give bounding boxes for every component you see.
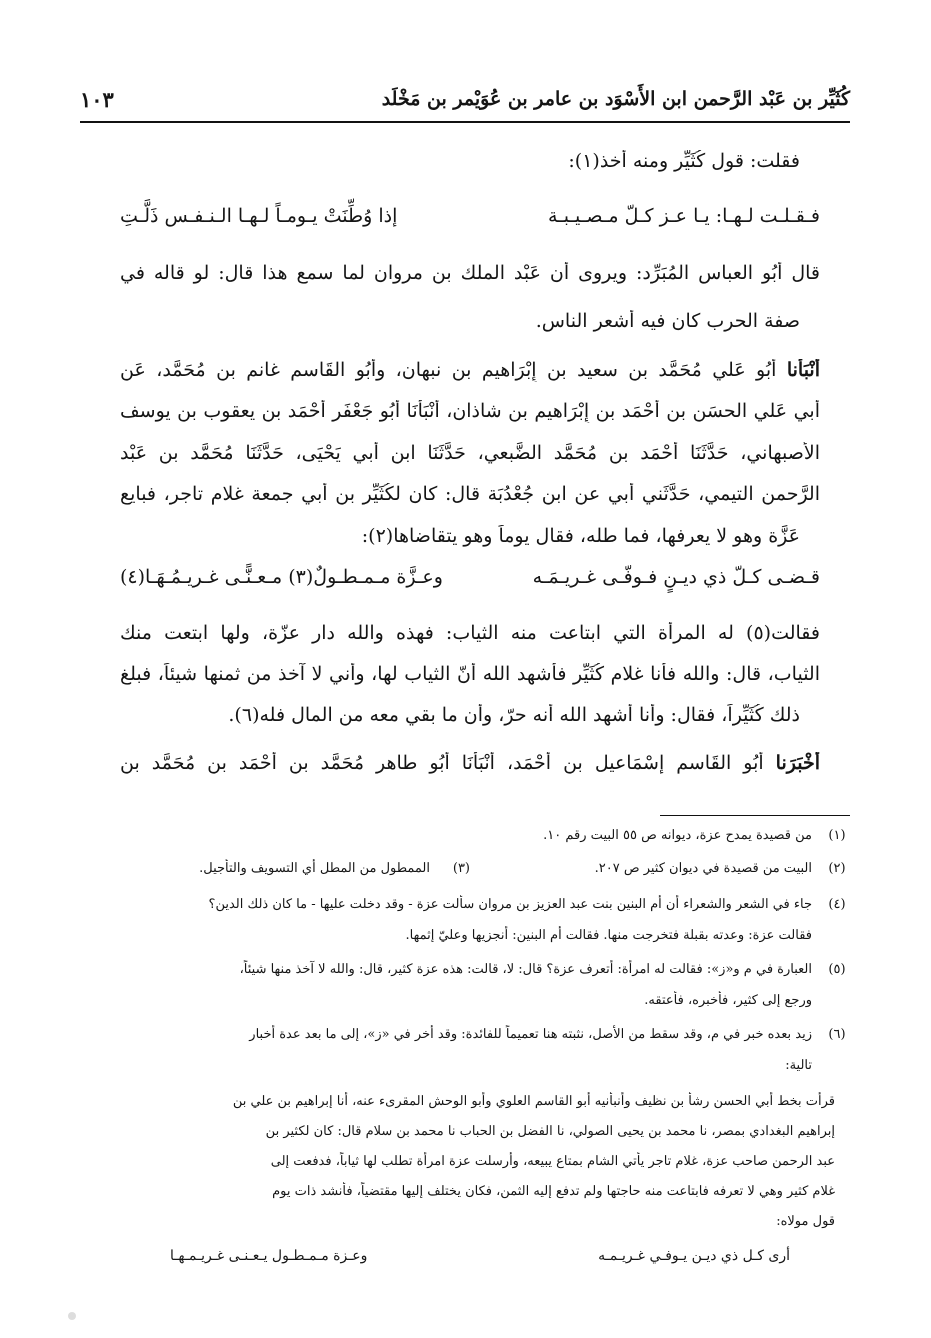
quote-text: عبد الرحمن صاحب عزة، غلام تاجر يأتي الشام بمتاع يبيعه، وأرسلت عزة امرأة تطلب لها ثياباً، فدفعت إلى	[270, 1154, 835, 1169]
running-title: كُثَيِّر بن عَبْد الرَّحمن ابن الأَسْوَد بن عامر بن عُوَيْمر بن مَخْلَد	[381, 88, 850, 110]
footnote-text: تالية:	[785, 1058, 812, 1073]
paragraph-3-line-1	[120, 359, 820, 382]
verse-2	[120, 566, 820, 588]
footnote-text: البيت من قصيدة في ديوان كثير ص ٢٠٧.	[594, 861, 812, 876]
page-number: ١٠٣	[80, 86, 114, 112]
verse-2-second-half: وعـزَّة مـمـطـولٌ(٣) مـعـنًّـى غـريـمُـهَـا(٤)	[120, 566, 443, 588]
footnote-text: العبارة في م و«ز»: فقالت له امرأة: أتعرف عزة؟ قال: لا، قالت: هذه عزة كثير، قال: والله لا آخذ منها شيئاً،	[239, 962, 812, 977]
footnote-quote-line-2	[90, 1122, 850, 1144]
footnote-quote-line-5	[90, 1212, 850, 1234]
footnote-verse-first-half: أرى كـل ذي ديـن يـوفـي غـريـمـه	[598, 1248, 790, 1264]
paragraph-5-text: أَبُو القَاسم إسْمَاعيل بن أَحْمَد، أَنْبَأنَا أَبُو طاهر مُحَمَّد بن أَحْمَد بن مُحَمَّد بن	[120, 752, 764, 774]
footnote-text: من قصيدة يمدح عزة، ديوانه ص ٥٥ البيت رقم ١٠.	[543, 828, 812, 843]
footnote-quote-line-4	[90, 1182, 850, 1204]
footnote-number: (٤)	[828, 897, 846, 912]
footnote-1	[90, 826, 850, 848]
footnote-number: (٦)	[828, 1027, 846, 1042]
footnote-text: فقالت عزة: وعدته بقبلة فتخرجت منها. فقالت أم البنين: أنجزيها وعليّ إثمها.	[405, 928, 812, 943]
footnote-verse	[170, 1248, 790, 1264]
paragraph-3-line-5: عَزَّة وهو لا يعرفها، فما طله، فقال يوماً وهو يتقاضاها(٢):	[361, 525, 800, 547]
footnote-4-continued	[90, 926, 850, 948]
paragraph-2-line-1: قال أَبُو العباس المُبَرِّد: ويروى أن عَبْد الملك بن مروان لما سمع هذا قال: لو قاله في	[120, 262, 820, 284]
page-header	[80, 78, 850, 120]
footnote-number: (١)	[828, 828, 846, 843]
footnote-text: ورجع إلى كثير، فأخبره، فأعتقه.	[644, 993, 812, 1008]
footnote-4	[90, 895, 850, 917]
verse-2-first-half: قـضـى كـلّ ذي ديـنٍ فـوفّـى غـريـمَـه	[532, 566, 820, 588]
footnote-number: (٥)	[828, 962, 846, 977]
quote-text: قول مولاه:	[776, 1214, 835, 1229]
verse-1-first-half: فـقـلـت لـهـا: يـا عـز كـلّ مـصـيـبـة	[547, 205, 820, 227]
paragraph-2-line-2: صفة الحرب كان فيه أشعر الناس.	[535, 310, 800, 332]
footnote-5-continued	[90, 991, 850, 1013]
paragraph-4-line-1: فقالت(٥) له المرأة التي ابتاعت منه الثياب: فهذه والله دار عزّة، ولها ابتعت منك	[120, 622, 820, 644]
verse-1-second-half: إذا وُطِّنَتْ يـومـاً لـهـا الـنـفـس ذَلَّـتِ	[120, 205, 398, 227]
footnote-6-continued	[90, 1056, 850, 1078]
page-mark	[68, 1312, 76, 1320]
paragraph-3-text: أَبُو عَلي مُحَمَّد بن سعيد بن إِبْرَاهيم بن نبهان، وأَبُو القَاسم غانم بن مُحَمَّد، عَن	[120, 359, 777, 381]
footnote-text: زيد بعده خبر في م، وقد سقط من الأصل، نثبته هنا تعميماً للفائدة: وقد أخر في «ز»، إلى ما بعد عدة أخبار	[249, 1027, 812, 1042]
quote-text: إبراهيم البغدادي بمصر، نا محمد بن يحيى الصولي، نا الفضل بن الحباب نا محمد بن سلام قال: كان لكثير بن	[265, 1124, 835, 1139]
header-rule	[80, 121, 850, 123]
footnote-2	[90, 859, 850, 881]
footnote-verse-second-half: وعـزة مـمـطـول يـعـنـى غـريـمـهـا	[170, 1248, 368, 1264]
footnote-quote-line-3	[90, 1152, 850, 1174]
paragraph-5-lead: أَخْبَرَنا	[775, 752, 820, 774]
footnote-rule	[660, 815, 850, 816]
paragraph-3-lead: أَنْبَأنا	[786, 359, 820, 381]
footnote-3-text: الممطول من المطل أي التسويف والتأجيل.	[199, 861, 430, 876]
paragraph-3-line-4: الرَّحمن التيمي، حَدَّثَني أَبي عن ابن جُعْدُبَة قال: كان لكُثَيِّر بن أَبي جمعة غلام تاجر، فبايع	[120, 483, 820, 505]
paragraph-4-line-3: ذلك كُثَيِّراً، فقال: وأنا أُشهد الله أنه حرّ، وأن ما بقي معه من المال فله(٦).	[228, 704, 800, 726]
paragraph-3-line-3: الأصبهاني، حَدَّثَنَا أَحْمَد بن مُحَمَّد الضَّبعي، حَدَّثَنَا ابن أَبي يَحْيَى، حَدَّثَنَا مُحَمَّد بن عَبْد	[120, 442, 820, 464]
verse-1	[120, 205, 820, 227]
paragraph-3-line-2: أَبي عَلي الحسَن بن أَحْمَد بن إِبْرَاهيم بن شاذان، أَنْبَأنَا أَبُو جَعْفَر أَحْمَد بن يعقوب بن يوسف	[120, 400, 820, 422]
paragraph-4-line-2: الثياب، قال: والله فأنا غلام كُثَيِّر فأشهد الله أنّ الثياب لها، وأني لا آخذ من ثمنها شيئاً، فبلغ	[120, 663, 820, 685]
quote-text: قرأت بخط أبي الحسن رشأ بن نظيف وأنبأنيه أبو القاسم العلوي وأبو الوحش المقرىء عنه، أنا إبراهيم بن علي بن	[232, 1094, 835, 1109]
footnote-3-number: (٣)	[452, 861, 470, 876]
quote-text: غلام كثير وهي لا تعرفه فابتاعت منه حاجتها ولم تدفع إليه الثمن، فكان يختلف إليها مقتضياً، فأنشد ذات يوم	[272, 1184, 835, 1199]
footnote-text: جاء في الشعر والشعراء أن أم البنين بنت عبد العزيز بن مروان سألت عزة - وقد دخلت عليها - ما كان ذلك الدين؟	[208, 897, 812, 912]
paragraph-1-line: فقلت: قول كُثَيِّر ومنه أخذ(١):	[568, 150, 800, 172]
footnote-5	[90, 960, 850, 982]
footnote-quote-line-1	[90, 1092, 850, 1114]
paragraph-5-line-1	[120, 752, 820, 775]
footnote-6	[90, 1025, 850, 1047]
footnote-number: (٢)	[828, 861, 846, 876]
